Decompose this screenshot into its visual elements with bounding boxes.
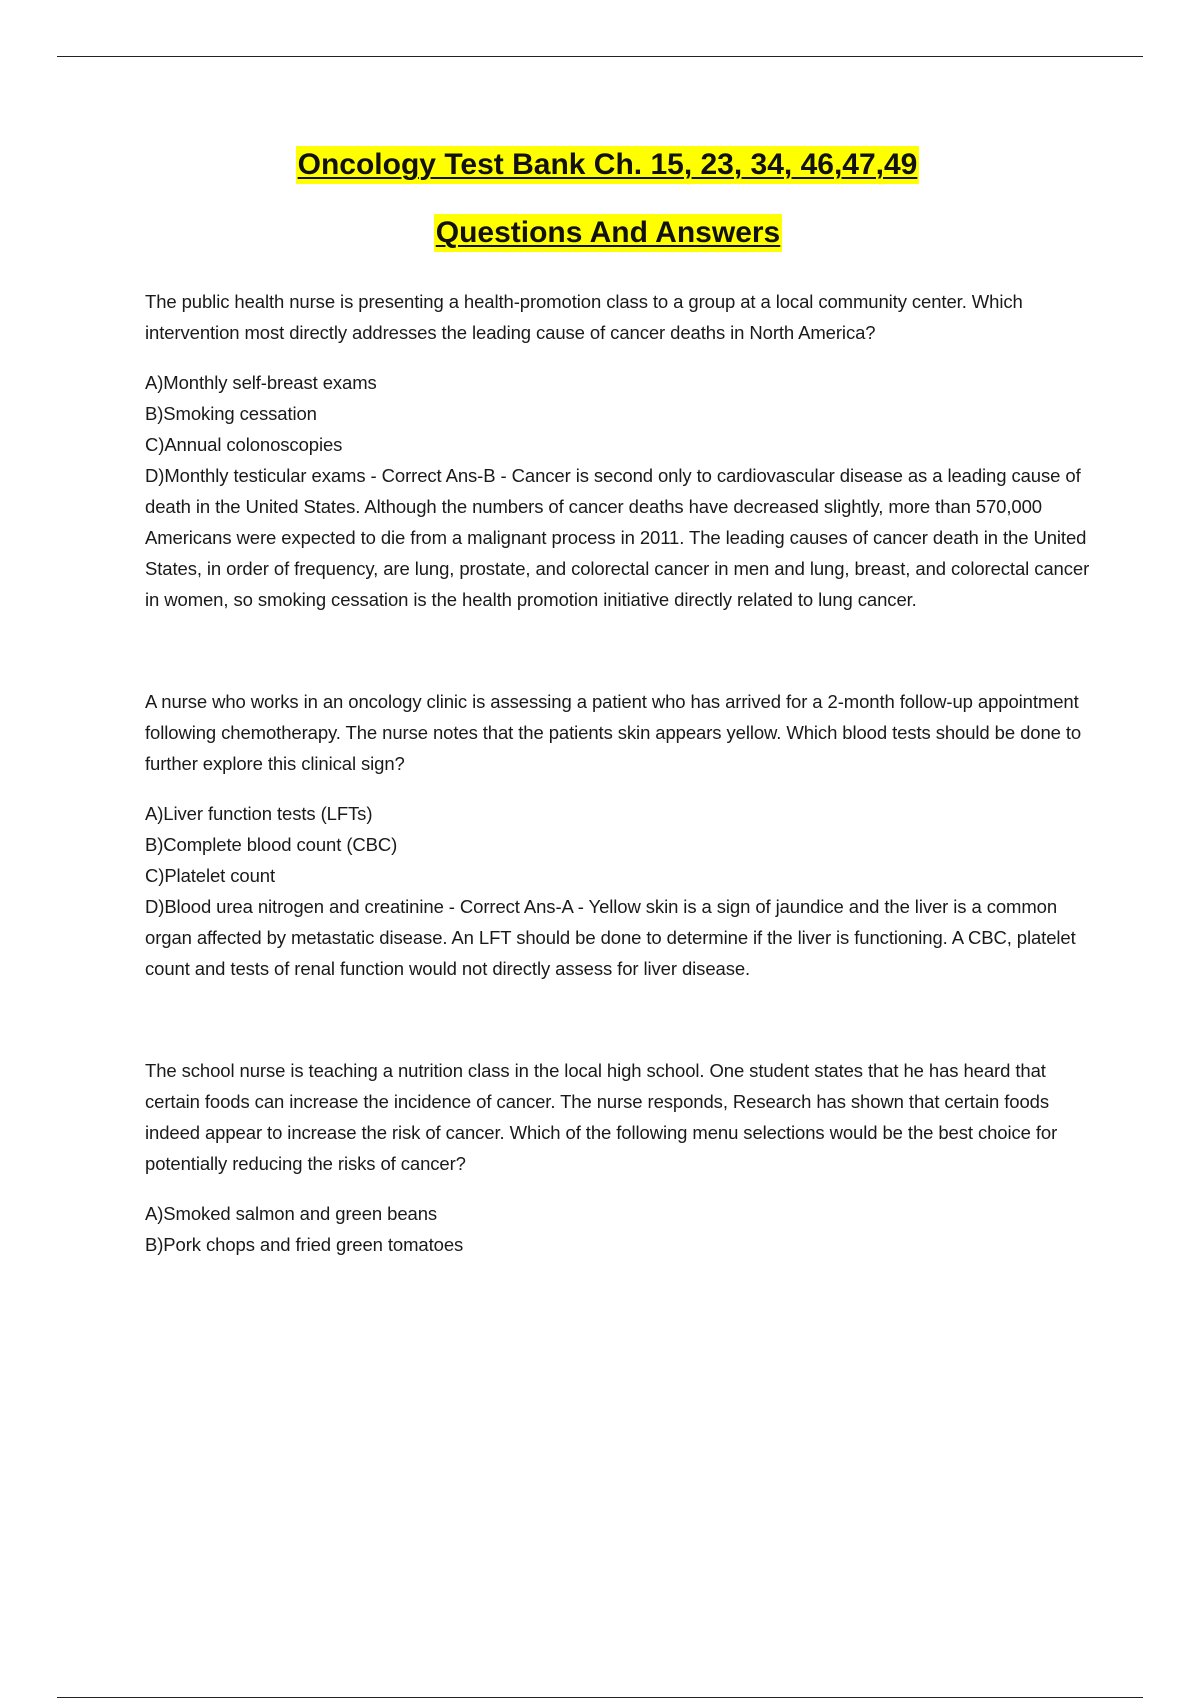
option-c: C)Annual colonoscopies: [145, 434, 343, 455]
title-block: [0, 146, 1200, 252]
question-list: [145, 286, 1095, 1260]
option-a: A)Monthly self-breast exams: [145, 372, 377, 393]
question-separator: [145, 984, 1095, 1055]
option-a: A)Liver function tests (LFTs): [145, 803, 373, 824]
question-stem: The school nurse is teaching a nutrition class in the local high school. One student states that he has heard that certain foods can increase the incidence of cancer. The nurse responds, Research has shown that certain foods indeed appear to increase the risk of cancer. Which of the following menu selections would be the best choice for potentially reducing the risks of cancer?: [145, 1060, 1058, 1174]
option-d-answer: D)Monthly testicular exams - Correct Ans-B - Cancer is second only to cardiovascular disease as a leading cause of death in the United States. Although the numbers of cancer deaths have decreased slightly, more than 570,000 Americans were expected to die from a malignant process in 2011. The leading causes of cancer death in the United States, in order of frequency, are lung, prostate, and colorectal cancer in men and lung, breast, and colorectal cancer in women, so smoking cessation is the health promotion initiative directly related to lung cancer.: [145, 465, 1090, 610]
document-title: Oncology Test Bank Ch. 15, 23, 34, 46,47,49: [296, 146, 920, 184]
option-a: A)Smoked salmon and green beans: [145, 1203, 438, 1224]
question-block: [145, 686, 1095, 984]
option-c: C)Platelet count: [145, 865, 276, 886]
question-stem: The public health nurse is presenting a health-promotion class to a group at a local community center. Which intervention most directly addresses the leading cause of cancer deaths in North America?: [145, 291, 1023, 343]
question-block: [145, 286, 1095, 615]
option-b: B)Pork chops and fried green tomatoes: [145, 1234, 464, 1255]
header-rule: [57, 56, 1143, 57]
option-b: B)Complete blood count (CBC): [145, 834, 398, 855]
question-separator: [145, 615, 1095, 686]
option-b: B)Smoking cessation: [145, 403, 317, 424]
question-stem: A nurse who works in an oncology clinic is assessing a patient who has arrived for a 2-month follow-up appointment following chemotherapy. The nurse notes that the patients skin appears yellow. Which blood tests should be done to further explore this clinical sign?: [145, 691, 1082, 774]
footer-rule: [57, 1697, 1143, 1698]
option-d-answer: D)Blood urea nitrogen and creatinine - Correct Ans-A - Yellow skin is a sign of jaundice and the liver is a common organ affected by metastatic disease. An LFT should be done to determine if the liver is functioning. A CBC, platelet count and tests of renal function would not directly assess for liver disease.: [145, 896, 1076, 979]
document-subtitle: Questions And Answers: [434, 214, 783, 252]
question-block: [145, 1055, 1095, 1260]
